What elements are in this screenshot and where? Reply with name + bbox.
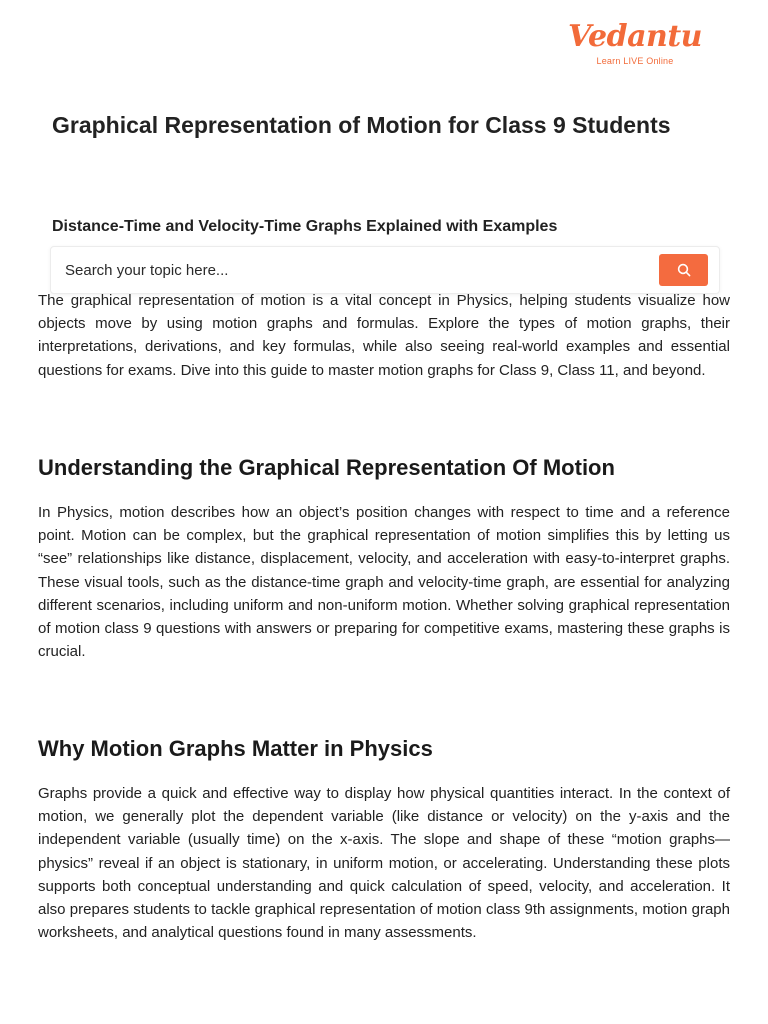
logo-wordmark: Vedantu [567, 19, 702, 54]
section-body-understanding: In Physics, motion describes how an object’s position changes with respect to time and a reference point. Motion can be complex, but the graphical representation of motion simplifies this by letting us “see” relationships like distance, displacement, velocity, and acceleration with easy-to-interpret graphs. These visual tools, such as the distance-time graph and velocity-time graph, are essential for analyzing different scenarios, including uniform and non-uniform motion. Whether solving graphical representation of motion class 9 questions with answers or preparing for competitive exams, mastering these graphs is crucial. [38, 504, 730, 661]
vedantu-logo[interactable] [568, 20, 702, 66]
section-heading-why-graphs: Why Motion Graphs Matter in Physics [38, 736, 433, 761]
section-heading-understanding: Understanding the Graphical Representation Of Motion [38, 455, 615, 480]
logo-tagline: Learn LIVE Online [596, 56, 674, 66]
search-button[interactable] [659, 254, 708, 286]
section-body-why-graphs: Graphs provide a quick and effective way to display how physical quantities interact. In the context of motion, we generally plot the dependent variable (like distance or velocity) on the y-axis and the independent variable (usually time) on the x-axis. The slope and shape of these “motion graphs—physics” reveal if an object is stationary, in uniform motion, or accelerating. Understanding these plots supports both conceptual understanding and quick calculation of speed, velocity, and acceleration. It also prepares students to tackle graphical representation of motion class 9th assignments, motion graph worksheets, and analytical questions found in many assessments. [38, 785, 730, 942]
page-title: Graphical Representation of Motion for Class 9 Students [52, 112, 671, 138]
search-bar [50, 246, 720, 294]
search-input[interactable] [65, 255, 625, 285]
search-icon [677, 263, 691, 277]
intro-paragraph: The graphical representation of motion is a vital concept in Physics, helping students visualize how objects move by using motion graphs and formulas. Explore the types of motion graphs, their interpretations, derivations, and key formulas, while also seeing real-world examples and essential questions for exams. Dive into this guide to master motion graphs for Class 9, Class 11, and beyond. [38, 292, 730, 379]
page-subtitle: Distance-Time and Velocity-Time Graphs Explained with Examples [52, 218, 558, 235]
